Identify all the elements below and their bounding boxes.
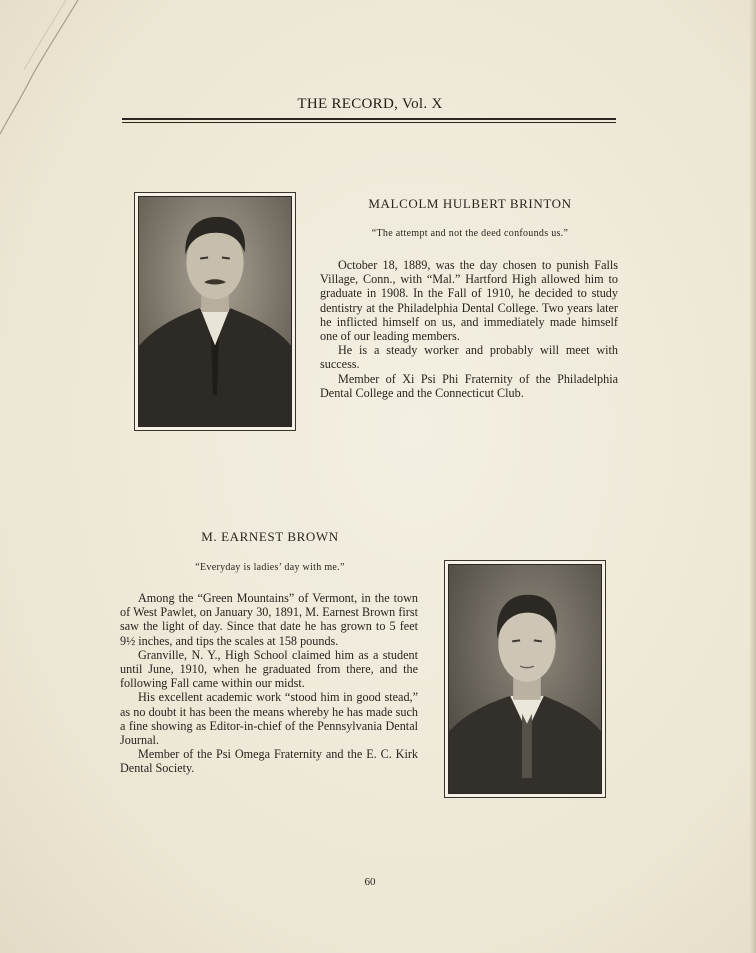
entry-biography (320, 258, 618, 400)
biography-paragraph: He is a steady worker and probably will meet with success. (320, 343, 618, 372)
entry-quote: “The attempt and not the deed confounds us.” (371, 228, 569, 239)
biography-paragraph: October 18, 1889, was the day chosen to punish Falls Village, Conn., with “Mal.” Hartford High allowed him to graduate in 1908. In the Fall of 1910, he decided to study dentistry at the Philadelphia Dental College. Two years later he inflicted himself on us, and immediately made himself one of our leading members. (320, 258, 618, 344)
biography-paragraph: Granville, N. Y., High School claimed him as a student until June, 1910, when he graduated from there, and the following Fall came within our midst. (120, 647, 418, 691)
entry-name: MALCOLM HULBERT BRINTON (368, 196, 572, 211)
portrait-photo-brown (448, 564, 602, 794)
page-edge-shadow (750, 0, 756, 953)
biography-paragraph: Member of Xi Psi Phi Fraternity of the Philadelphia Dental College and the Connecticut Club. (320, 371, 618, 400)
page-crease (0, 0, 80, 140)
biography-paragraph: Member of the Psi Omega Fraternity and the E. C. Kirk Dental Society. (120, 747, 418, 776)
entry-biography (120, 591, 418, 776)
biography-paragraph: His excellent academic work “stood him in good stead,” as no doubt it has been the means whereby he has made such a fine showing as Editor-in-chief of the Pennsylvania Dental Journal. (120, 690, 418, 748)
entry-quote: “Everyday is ladies’ day with me.” (195, 562, 345, 573)
portrait-brinton (134, 192, 296, 431)
header-rule-thick (122, 118, 616, 120)
header-rule-thin (122, 122, 616, 123)
running-header: THE RECORD, Vol. X (297, 96, 443, 112)
entry-name: M. EARNEST BROWN (201, 529, 339, 544)
biography-paragraph: Among the “Green Mountains” of Vermont, in the town of West Pawlet, on January 30, 1891, M. Earnest Brown first saw the light of day. Since that date he has grown to 5 feet 9½ inches, and tips the scales at 158 pounds. (120, 591, 418, 648)
page-number: 60 (364, 876, 376, 888)
portrait-brown (444, 560, 606, 798)
portrait-photo-brinton (138, 196, 292, 427)
